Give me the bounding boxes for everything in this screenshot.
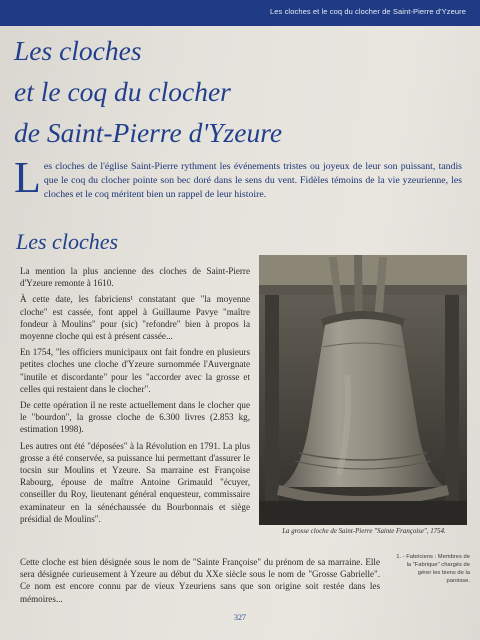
photo-caption: La grosse cloche de Saint-Pierre "Sainte Françoise", 1754. xyxy=(282,528,446,535)
closing-paragraph xyxy=(20,556,380,605)
bell-illustration xyxy=(259,255,467,525)
body-paragraph-2: À cette date, les fabriciens¹ constatant que "la moyenne cloche" est cassée, font appel à Guillaume Pavye "maître fondeur à Moulins" pour (sic) "refondre" bien à propos la moyenne cloche qui est à présent cassée... xyxy=(20,294,250,342)
body-paragraph-1: La mention la plus ancienne des cloches de Saint-Pierre d'Yzeure remonte à 1610. xyxy=(20,266,250,289)
bell-photo xyxy=(259,255,467,525)
drop-cap: L xyxy=(14,153,41,202)
header-bar xyxy=(0,0,480,26)
intro-paragraph xyxy=(14,153,462,203)
body-paragraph-5: Les autres ont été "déposées" à la Révolution en 1791. La plus grosse a été conservée, sa puissance lui permettant d'assurer le tocsin sur Moulins et Yzeure. Sa marraine est Françoise Rabourg, épouse de maître Antoine Grimauld "écuyer, conseiller du Roy, lieutenant général enquesteur, commissaire examinateur en la sénéchaussée du Bourbonnais et siège présidial de Moulins". xyxy=(20,440,250,524)
running-head: Les cloches et le coq du clocher de Saint-Pierre d'Yzeure xyxy=(270,7,466,16)
footnote: 1. - Fabriciens : Membres de la "Fabrique" chargés de gérer les biens de la paroisse. xyxy=(396,554,470,584)
page-number: 327 xyxy=(234,613,246,622)
title-line-1: Les cloches xyxy=(14,35,142,66)
body-paragraph-6: Cette cloche est bien désignée sous le nom de "Sainte Françoise" du prénom de sa marraine. Elle sera désignée curieusement à Yzeure au début du XXe siècle sous le nom de "Grosse Gabrielle". Ce nom est encore connu par de vieux Yzeuriens sans que son origine soit restée dans les mémoires... xyxy=(20,557,380,604)
page-title xyxy=(14,30,454,153)
body-paragraph-4: De cette opération il ne reste actuellement dans le clocher que le "bourdon", la grosse cloche de 6.300 livres (2.853 kg, estimation 1998). xyxy=(20,400,250,435)
section-heading: Les cloches xyxy=(16,229,119,254)
title-line-3: de Saint-Pierre d'Yzeure xyxy=(14,117,283,148)
intro-text: es cloches de l'église Saint-Pierre rythment les événements tristes ou joyeux de leur son puissant, tandis que le coq du clocher pointe son bec doré dans le sens du vent. Fidèles témoins de la vie yzeurienne, les cloches et le coq méritent bien un rappel de leur histoire. xyxy=(43,161,462,201)
body-paragraph-3: En 1754, "les officiers municipaux ont fait fondre en plusieurs petites cloches une cloche d'Yzeure surnommée l'Auvergnate "inutile et discordante" pour les "accorder avec la grosse et celles qui restaient dans le clocher". xyxy=(20,347,250,394)
body-column xyxy=(20,265,250,526)
title-line-2: et le coq du clocher xyxy=(14,76,231,107)
